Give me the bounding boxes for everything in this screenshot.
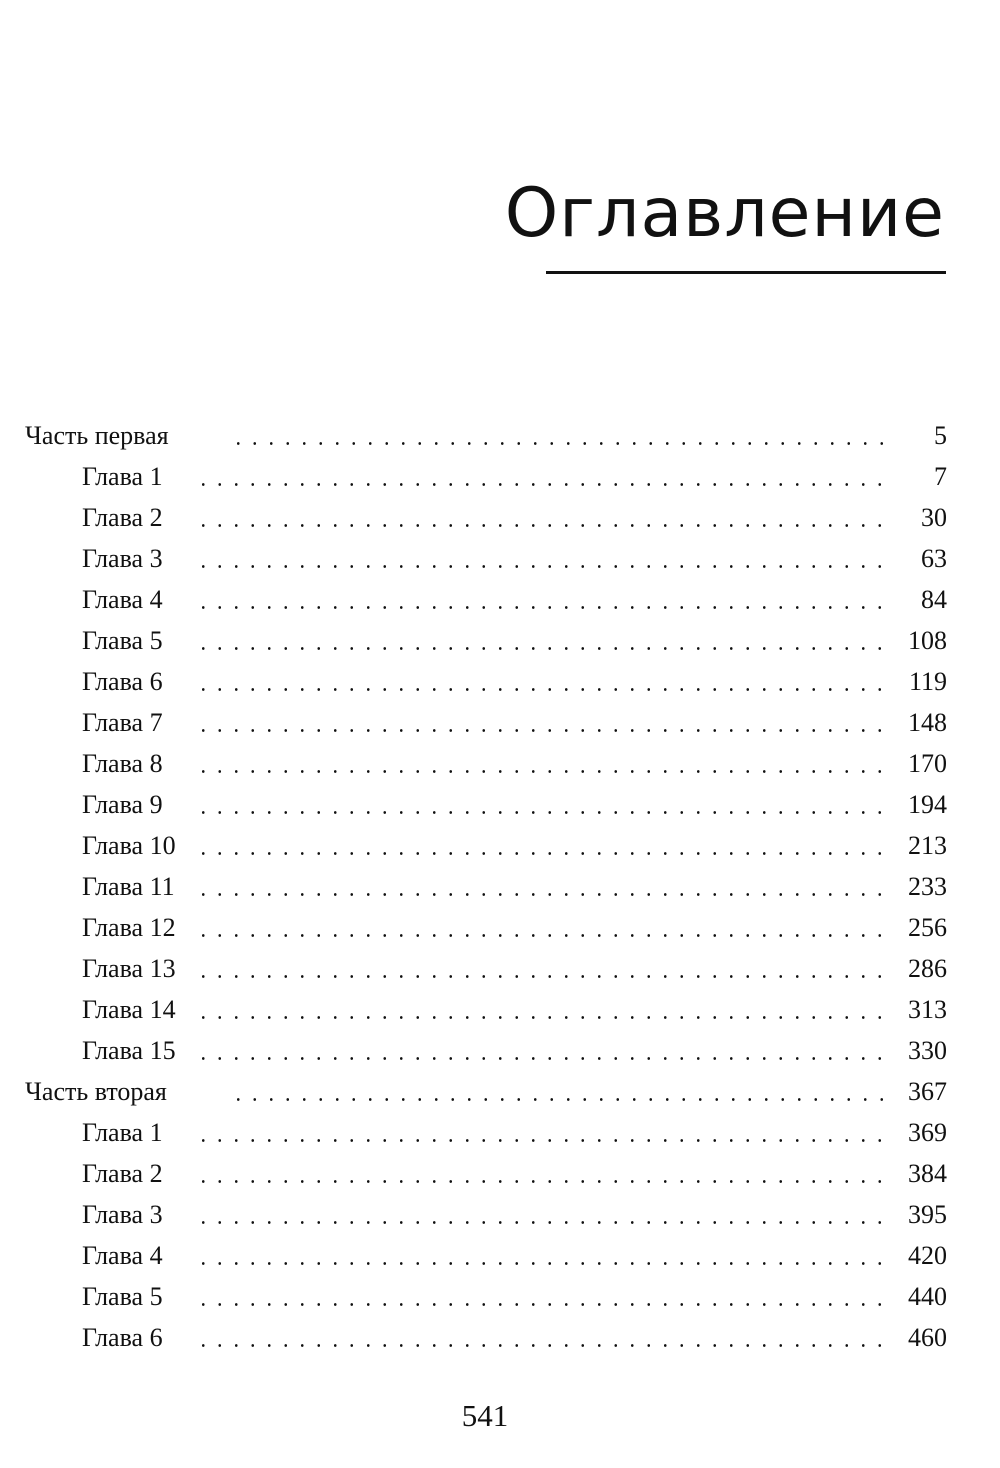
toc-chapter-entry (25, 1235, 947, 1276)
toc-chapter-entry (25, 866, 947, 907)
dot-leader (195, 1139, 885, 1142)
toc-entry-page: 119 (901, 661, 947, 702)
dot-leader (195, 688, 885, 691)
toc-entry-page: 213 (900, 825, 947, 866)
toc-chapter-entry (25, 538, 947, 579)
dot-leader (195, 975, 885, 978)
toc-entry-label: Глава 7 (82, 702, 173, 743)
toc-entry-label: Глава 9 (82, 784, 173, 825)
toc-entry-page: 63 (913, 538, 947, 579)
toc-entry-page: 384 (900, 1153, 947, 1194)
toc-entry-page: 7 (926, 456, 947, 497)
toc-chapter-entry (25, 579, 947, 620)
dot-leader (195, 1262, 885, 1265)
toc-entry-page: 313 (900, 989, 947, 1030)
toc-entry-label: Глава 8 (82, 743, 173, 784)
toc-chapter-entry (25, 907, 947, 948)
dot-leader (195, 852, 885, 855)
toc-entry-page: 460 (900, 1317, 947, 1358)
dot-leader (195, 1221, 885, 1224)
toc-entry-label: Глава 5 (82, 620, 173, 661)
dot-leader (195, 1303, 885, 1306)
toc-entry-page: 286 (900, 948, 947, 989)
toc-entry-label: Глава 3 (82, 538, 173, 579)
toc-part-entry (25, 415, 947, 456)
toc-entry-page: 194 (900, 784, 947, 825)
toc-entry-page: 84 (913, 579, 947, 620)
dot-leader (195, 524, 885, 527)
toc-entry-page: 330 (900, 1030, 947, 1071)
dot-leader (230, 442, 885, 445)
toc-part-entry (25, 1071, 947, 1112)
toc-chapter-entry (25, 784, 947, 825)
toc-entry-label: Глава 6 (82, 1317, 173, 1358)
toc-entry-label: Глава 1 (82, 456, 173, 497)
toc-entry-label: Глава 4 (82, 1235, 173, 1276)
dot-leader (195, 606, 885, 609)
toc-entry-label: Глава 14 (82, 989, 186, 1030)
toc-entry-label: Глава 5 (82, 1276, 173, 1317)
toc-entry-page: 148 (900, 702, 947, 743)
toc-chapter-entry (25, 1317, 947, 1358)
toc-chapter-entry (25, 1153, 947, 1194)
toc-entry-label: Глава 2 (82, 1153, 173, 1194)
toc-entry-label: Часть первая (25, 415, 179, 456)
toc-entry-label: Глава 12 (82, 907, 186, 948)
toc-chapter-entry (25, 497, 947, 538)
toc-entry-label: Часть вторая (25, 1071, 177, 1112)
dot-leader (195, 1016, 885, 1019)
dot-leader (195, 483, 885, 486)
toc-chapter-entry (25, 1112, 947, 1153)
toc-chapter-entry (25, 1276, 947, 1317)
toc-chapter-entry (25, 1030, 947, 1071)
dot-leader (195, 811, 885, 814)
toc-entry-page: 395 (900, 1194, 947, 1235)
dot-leader (195, 729, 885, 732)
toc-entry-page: 30 (913, 497, 947, 538)
toc-entry-label: Глава 11 (82, 866, 185, 907)
toc-chapter-entry (25, 989, 947, 1030)
toc-entry-label: Глава 6 (82, 661, 173, 702)
toc-entry-page: 369 (900, 1112, 947, 1153)
dot-leader (195, 565, 885, 568)
toc-entry-page: 108 (900, 620, 947, 661)
page-title: Оглавление (504, 174, 945, 253)
toc-entry-label: Глава 13 (82, 948, 186, 989)
dot-leader (195, 1057, 885, 1060)
toc-entry-page: 440 (900, 1276, 947, 1317)
dot-leader (195, 1344, 885, 1347)
toc-chapter-entry (25, 948, 947, 989)
toc-chapter-entry (25, 702, 947, 743)
toc-chapter-entry (25, 1194, 947, 1235)
dot-leader (195, 1180, 885, 1183)
dot-leader (195, 934, 885, 937)
dot-leader (195, 893, 885, 896)
table-of-contents (25, 415, 947, 1358)
toc-entry-page: 233 (900, 866, 947, 907)
title-underline (546, 271, 946, 274)
toc-chapter-entry (25, 661, 947, 702)
toc-entry-label: Глава 15 (82, 1030, 186, 1071)
toc-chapter-entry (25, 620, 947, 661)
dot-leader (195, 770, 885, 773)
page-number: 541 (461, 1398, 509, 1433)
toc-chapter-entry (25, 456, 947, 497)
toc-entry-page: 5 (926, 415, 947, 456)
toc-entry-label: Глава 3 (82, 1194, 173, 1235)
toc-entry-page: 256 (900, 907, 947, 948)
toc-chapter-entry (25, 825, 947, 866)
dot-leader (195, 647, 885, 650)
toc-entry-page: 170 (900, 743, 947, 784)
toc-entry-page: 367 (900, 1071, 947, 1112)
toc-entry-label: Глава 10 (82, 825, 186, 866)
dot-leader (230, 1098, 885, 1101)
toc-entry-page: 420 (900, 1235, 947, 1276)
toc-entry-label: Глава 2 (82, 497, 173, 538)
toc-entry-label: Глава 1 (82, 1112, 173, 1153)
toc-chapter-entry (25, 743, 947, 784)
toc-entry-label: Глава 4 (82, 579, 173, 620)
